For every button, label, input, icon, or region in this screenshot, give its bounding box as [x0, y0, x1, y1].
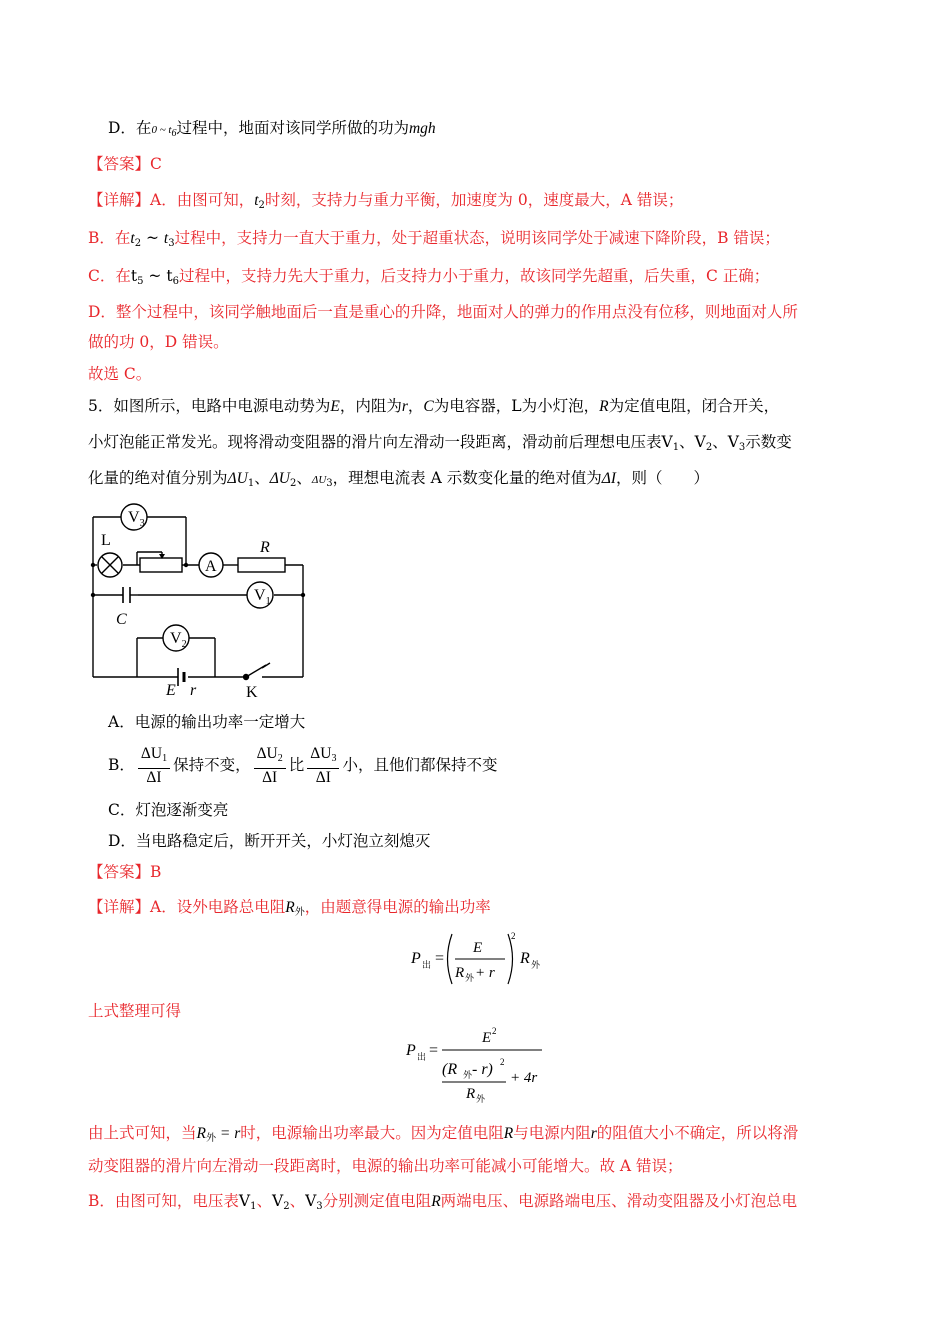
- answer-4: 【答案】C: [88, 155, 162, 173]
- svg-text:出: 出: [417, 1052, 427, 1062]
- svg-text:P: P: [411, 950, 421, 967]
- frac-du3-di: $\frac{\Delta U_3}{\Delta I}$: [307, 745, 339, 787]
- formula-output-power: [405, 928, 555, 990]
- svg-text:R: R: [455, 965, 465, 981]
- resistor-label: R: [260, 539, 270, 556]
- v2-label: $V_2$: [170, 630, 187, 650]
- svg-text:外: 外: [476, 1094, 486, 1104]
- svg-text:=: =: [435, 950, 445, 967]
- svg-text:R: R: [520, 950, 530, 967]
- svg-text:E: E: [482, 1030, 492, 1046]
- explain-5-c: 由上式可知，当$R_外 = r$时，电源输出功率最大。因为定值电阻R与电源内阻r的阻值大小不确定，所以将滑: [88, 1124, 799, 1144]
- ammeter-label: A: [205, 558, 217, 575]
- internal-label: r: [190, 682, 197, 699]
- explain-5-e: B．由图可知，电压表$V_1$、$V_2$、$V_3$分别测定值电阻R两端电压、电源路端电压、滑动变阻器及小灯泡总电: [88, 1192, 798, 1212]
- explain-5-a: 【详解】A．设外电路总电阻$R_外$，由题意得电源的输出功率: [88, 898, 491, 918]
- svg-text:=: =: [429, 1042, 439, 1059]
- switch-label: K: [246, 684, 258, 701]
- explain-4-d-line1: D．整个过程中，该同学触地面后一直是重心的升降，地面对人的弹力的作用点没有位移，则地面对人所: [88, 303, 798, 321]
- capacitor-label: C: [116, 611, 127, 628]
- v1-label: $V_1$: [254, 587, 271, 607]
- question-5-line1: 5．如图所示，电路中电源电动势为E，内阻为r，C为电容器，L为小灯泡，R为定值电阻，闭合开关，: [88, 397, 780, 415]
- svg-text:R: R: [466, 1086, 476, 1102]
- lamp-label: L: [101, 532, 111, 549]
- emf-label: E: [166, 682, 176, 699]
- svg-text:E: E: [473, 940, 483, 956]
- svg-text:(R: (R: [442, 1061, 458, 1078]
- svg-text:外: 外: [465, 973, 475, 983]
- switch-blade: [246, 665, 266, 677]
- frac-du1-di: $\frac{\Delta U_1}{\Delta I}$: [138, 745, 170, 787]
- svg-text:外: 外: [531, 960, 541, 970]
- q5-option-b: B． $\frac{\Delta U_1}{\Delta I}$ 保持不变， $\frac{\Delta U_2}{\Delta I}$ 比 $\frac{\Delta U_3}{\Delta I}$ 小，且他们都保持不变: [108, 745, 498, 786]
- explain-5-d: 动变阻器的滑片向左滑动一段距离时，电源的输出功率可能减小可能增大。故 A 错误；: [88, 1157, 683, 1175]
- frac-du2-di: $\frac{\Delta U_2}{\Delta I}$: [254, 745, 286, 787]
- explain-4-b: B．在$t_2$ ~ $t_3$过程中，支持力一直大于重力，处于超重状态，说明该同学处于减速下降阶段，B 错误；: [88, 229, 780, 249]
- explain-4-a: 【详解】A．由图可知，$t_2$时刻，支持力与重力平衡，加速度为 0，速度最大，A 错误；: [88, 191, 684, 211]
- svg-text:+ 4r: + 4r: [510, 1070, 538, 1086]
- q5-option-d: D．当电路稳定后，断开开关，小灯泡立刻熄灭: [108, 832, 431, 850]
- question-5-line2: 小灯泡能正常发光。现将滑动变阻器的滑片向左滑动一段距离，滑动前后理想电压表$V_1$、$V_2$、$V_3$示数变: [88, 433, 792, 453]
- svg-text:- r): - r): [472, 1061, 493, 1078]
- explain-4-d-line2: 做的功 0，D 错误。: [88, 333, 229, 351]
- svg-text:2: 2: [511, 931, 516, 941]
- v3-label: $V_3$: [128, 509, 145, 529]
- svg-text:2: 2: [492, 1026, 497, 1036]
- q5-option-c: C．灯泡逐渐变亮: [108, 801, 229, 819]
- svg-text:+ r: + r: [475, 965, 495, 981]
- resistor-r: [238, 558, 285, 572]
- formula-rearranged: [400, 1022, 550, 1108]
- answer-5: 【答案】B: [88, 863, 162, 881]
- q5-option-a: A．电源的输出功率一定增大: [108, 713, 306, 731]
- explain-4-c: C．在$t_5$ ~ $t_6$过程中，支持力先大于重力，后支持力小于重力，故该同学先超重，后失重，C 正确；: [88, 267, 770, 287]
- svg-text:外: 外: [463, 1070, 473, 1080]
- svg-text:P: P: [406, 1042, 416, 1059]
- rearrange-text: 上式整理可得: [88, 1002, 182, 1020]
- question-5-line3: 化量的绝对值分别为$\Delta U_1$、$\Delta U_2$、$\Delta U_3$，理想电流表 A 示数变化量的绝对值为ΔI，则（ ）: [88, 469, 710, 489]
- rheostat: [140, 558, 182, 572]
- svg-text:出: 出: [422, 960, 432, 970]
- svg-text:2: 2: [500, 1057, 505, 1067]
- prev-option-d: D．在0 ~ $t_6$过程中，地面对该同学所做的功为mgh: [108, 119, 436, 139]
- explain-4-conclusion: 故选 C。: [88, 365, 152, 383]
- circuit-diagram: [80, 500, 320, 705]
